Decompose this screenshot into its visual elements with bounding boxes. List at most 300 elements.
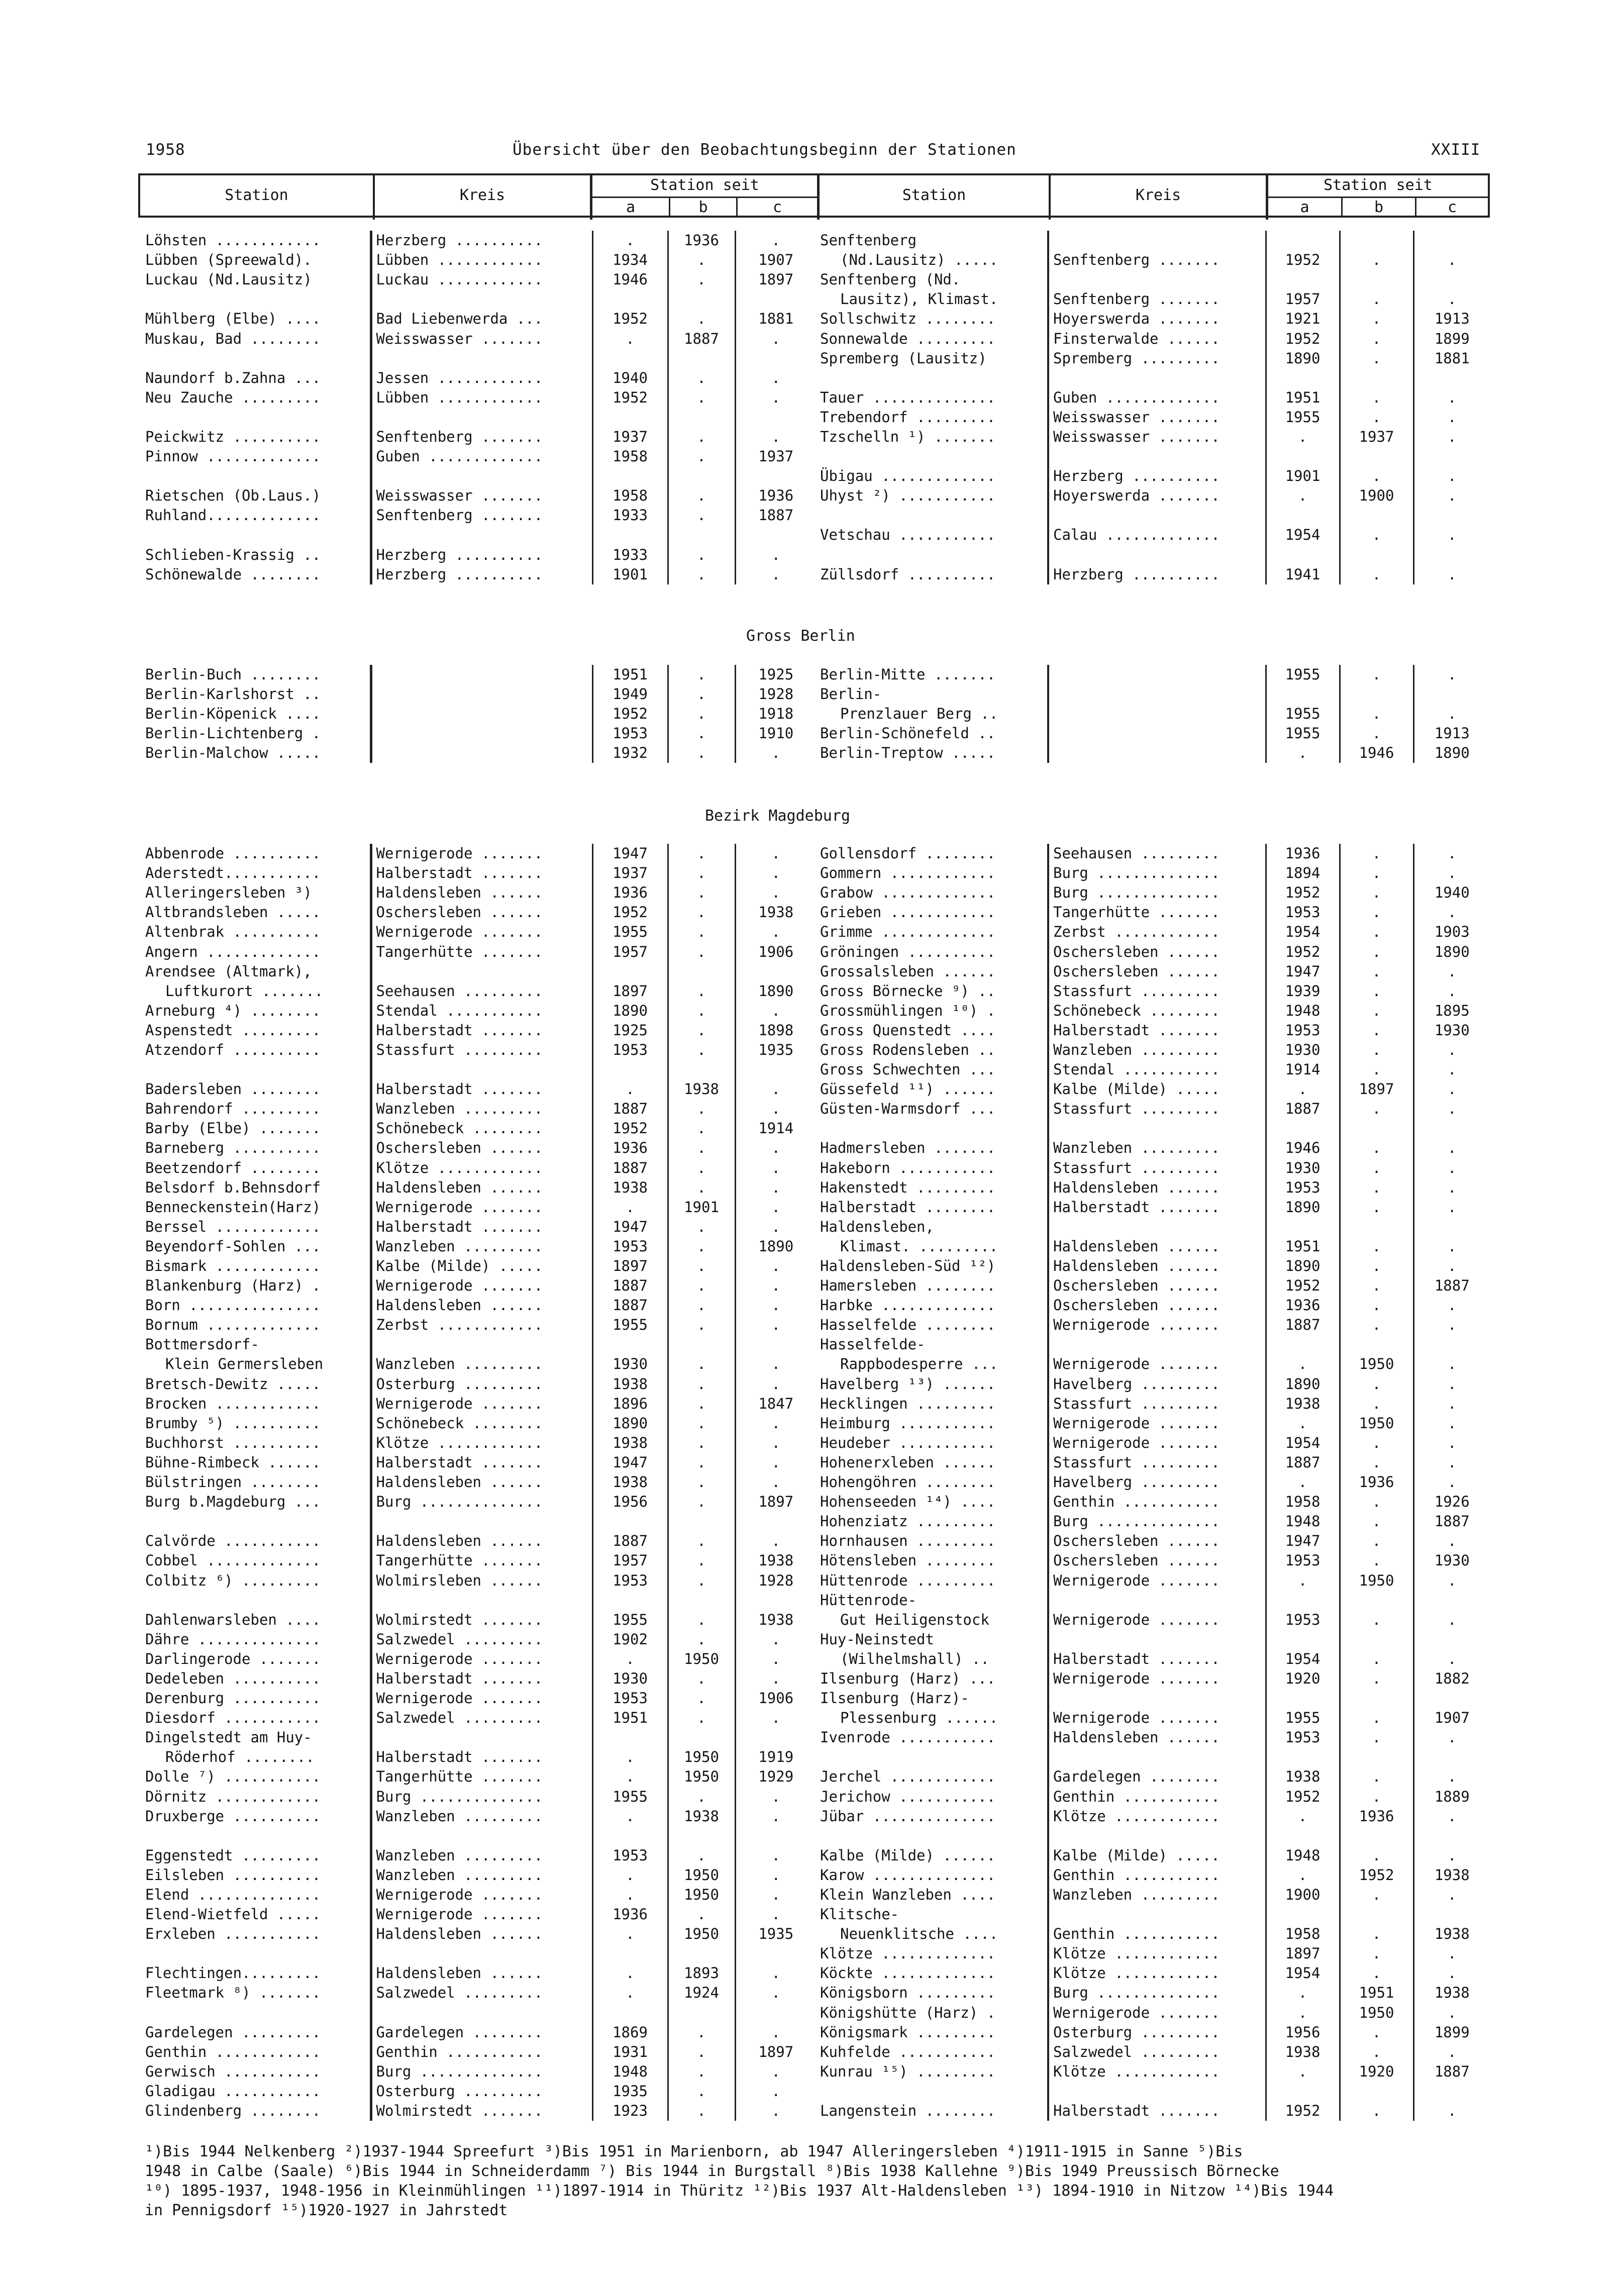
left-seit-b-cell: . [668,724,735,743]
right-seit-c-cell: 1926 [1413,1492,1490,1512]
left-seit-b-cell: . [668,2042,735,2062]
right-seit-c-cell: 1887 [1413,1512,1490,1531]
right-seit-a-cell [1266,447,1340,466]
right-kreis-cell: Halberstadt ....... [1048,2101,1266,2121]
left-seit-b-cell: . [668,1296,735,1315]
table-row [141,1315,1490,1335]
left-seit-c-cell [735,962,816,981]
left-seit-c-cell: 1881 [735,309,816,329]
left-seit-c-cell: 1890 [735,981,816,1001]
left-kreis-cell: Haldensleben ...... [371,1178,592,1198]
right-kreis-cell: Wanzleben ......... [1048,1138,1266,1158]
right-seit-a-cell: 1887 [1266,1453,1340,1472]
table-row [141,1531,1490,1551]
left-station-cell: Abbenrode .......... [145,845,321,862]
right-seit-a-cell [1266,506,1340,525]
right-kreis-cell: Oschersleben ...... [1048,962,1266,981]
left-kreis-cell [371,1826,592,1846]
right-seit-c-cell: 1887 [1413,2062,1490,2082]
column-header [138,173,1490,218]
left-kreis-cell: Herzberg .......... [371,231,592,250]
left-station-cell: Druxberge .......... [145,1807,321,1825]
right-seit-a-cell: 1953 [1266,1551,1340,1570]
right-seit-a-cell: 1947 [1266,962,1340,981]
left-seit-a-cell: 1953 [592,1237,668,1256]
right-kreis-cell: Guben ............. [1048,388,1266,408]
left-kreis-cell: Halberstadt ....... [371,1079,592,1099]
right-seit-b-cell: . [1340,1374,1413,1394]
left-seit-a-cell: 1923 [592,2101,668,2121]
right-station-cell: Gut Heiligenstock [840,1611,989,1628]
right-kreis-cell: Osterburg ......... [1048,2023,1266,2042]
left-kreis-cell: Lübben ............ [371,388,592,408]
table-row [141,2082,1490,2101]
left-kreis-cell: Wernigerode ....... [371,1885,592,1905]
right-station-cell: Heimburg ........... [820,1414,996,1432]
right-seit-c-cell: 1903 [1413,922,1490,942]
right-seit-c-cell [1413,1905,1490,1924]
right-seit-b-cell: . [1340,1198,1413,1217]
right-kreis-cell: Oschersleben ...... [1048,1551,1266,1570]
left-seit-a-cell [592,408,668,427]
right-seit-c-cell: . [1413,1394,1490,1414]
right-station-cell: Ilsenburg (Harz) ... [820,1669,996,1687]
right-seit-a-cell: 1938 [1266,1394,1340,1414]
right-seit-b-cell [1340,1335,1413,1354]
right-seit-b-cell: . [1340,1708,1413,1728]
right-kreis-cell [1048,1630,1266,1649]
right-seit-b-cell: 1900 [1340,486,1413,506]
left-kreis-cell: Wernigerode ....... [371,1276,592,1296]
table-row [141,525,1490,545]
left-seit-c-cell: . [735,1354,816,1374]
right-seit-a-cell [1266,684,1340,704]
right-seit-a-cell: . [1266,1865,1340,1885]
right-seit-c-cell: . [1413,1472,1490,1492]
right-seit-b-cell: . [1340,1885,1413,1905]
left-seit-c-cell: 1897 [735,1492,816,1512]
left-seit-b-cell: . [668,922,735,942]
left-seit-a-cell [592,1060,668,1079]
left-kreis-cell: Haldensleben ...... [371,1472,592,1492]
right-seit-b-cell: . [1340,2023,1413,2042]
left-kreis-cell: Wolmirsleben ...... [371,1570,592,1590]
left-seit-a-cell: 1953 [592,1570,668,1590]
right-seit-b-cell: . [1340,2042,1413,2062]
right-seit-b-cell: . [1340,704,1413,724]
left-kreis-cell: Senftenberg ....... [371,506,592,525]
right-seit-a-cell: 1938 [1266,1767,1340,1787]
table-row [141,1433,1490,1453]
right-seit-a-cell: . [1266,743,1340,763]
left-seit-a-cell: 1952 [592,704,668,724]
table-row [141,1747,1490,1767]
left-seit-c-cell: 1938 [735,1551,816,1570]
table-row [141,2062,1490,2082]
right-station-cell: Gross Rodensleben .. [820,1041,996,1058]
left-seit-b-cell: . [668,1570,735,1590]
right-seit-c-cell [1413,231,1490,250]
left-station-cell [141,2003,371,2023]
right-station-cell: Uhyst ²) ........... [820,487,996,505]
left-station-cell: Barneberg .......... [145,1139,321,1157]
right-seit-b-cell: . [1340,349,1413,368]
left-seit-c-cell: 1897 [735,270,816,289]
right-kreis-cell: Stendal ........... [1048,1060,1266,1079]
right-seit-b-cell: 1920 [1340,2062,1413,2082]
left-seit-b-cell [668,525,735,545]
left-seit-b-cell [668,1591,735,1610]
right-seit-a-cell: 1901 [1266,466,1340,486]
left-station-cell: Löhsten ............ [145,232,321,249]
left-seit-b-cell: . [668,1217,735,1237]
left-seit-b-cell [668,1944,735,1963]
right-station-cell: Hecklingen ......... [820,1395,996,1412]
right-kreis-cell: Calau ............. [1048,525,1266,545]
left-seit-a-cell: 1938 [592,1433,668,1453]
right-seit-a-cell [1266,270,1340,289]
table-row [141,2023,1490,2042]
right-seit-c-cell: . [1413,1315,1490,1335]
left-seit-b-cell: . [668,981,735,1001]
left-seit-a-cell: 1936 [592,1905,668,1924]
left-kreis-cell [371,962,592,981]
right-seit-b-cell: 1950 [1340,1570,1413,1590]
right-kreis-cell: Weisswasser ....... [1048,408,1266,427]
left-seit-a-cell: 1930 [592,1669,668,1689]
left-seit-c-cell: . [735,2082,816,2101]
left-seit-c-cell [735,349,816,368]
right-seit-a-cell: 1890 [1266,1198,1340,1217]
right-kreis-cell [1048,1335,1266,1354]
right-seit-a-cell: 1954 [1266,1963,1340,1983]
right-kreis-cell [1048,545,1266,565]
right-seit-a-cell: 1887 [1266,1099,1340,1119]
left-station-cell: Darlingerode ....... [145,1650,321,1667]
right-seit-c-cell: . [1413,1198,1490,1217]
right-seit-a-cell: . [1266,1472,1340,1492]
left-seit-b-cell: . [668,427,735,447]
right-seit-a-cell: 1958 [1266,1924,1340,1944]
table-row [141,1963,1490,1983]
right-seit-a-cell: 1953 [1266,1021,1340,1040]
left-station-cell: Arneburg ⁴) ........ [145,1002,321,1019]
table-row [141,1217,1490,1237]
right-kreis-cell: Oschersleben ...... [1048,1276,1266,1296]
right-station-cell: Klitsche- [820,1906,899,1923]
left-kreis-cell: Herzberg .......... [371,545,592,565]
right-seit-b-cell [1340,1689,1413,1708]
left-station-cell: Berlin-Malchow ..... [145,744,321,762]
left-seit-c-cell [735,2003,816,2023]
left-kreis-cell: Wernigerode ....... [371,1689,592,1708]
left-station-cell: Berlin-Karlshorst .. [145,685,321,703]
left-station-cell [141,349,371,368]
right-seit-a-cell: 1921 [1266,309,1340,329]
right-seit-b-cell: . [1340,388,1413,408]
right-seit-c-cell: . [1413,1433,1490,1453]
right-station-cell: Hüttenrode- [820,1591,917,1609]
right-station-cell: Jerchel ............ [820,1768,996,1786]
left-seit-a-cell: . [592,1983,668,2003]
right-seit-c-cell: . [1413,903,1490,922]
right-kreis-cell: Burg .............. [1048,863,1266,883]
left-station-cell: Diesdorf ........... [145,1709,321,1727]
left-station-cell: Born ............... [145,1297,321,1314]
right-station-cell: Hakeborn ........... [820,1159,996,1176]
right-kreis-cell [1048,1591,1266,1610]
left-seit-b-cell: . [668,1021,735,1040]
right-station-cell: Rappbodesperre ... [840,1355,998,1373]
right-kreis-cell: Gardelegen ........ [1048,1767,1266,1787]
table-row [141,1079,1490,1099]
right-kreis-cell: Wernigerode ....... [1048,2003,1266,2023]
right-seit-b-cell [1340,1119,1413,1138]
left-station-cell: Pinnow ............. [145,448,321,465]
right-kreis-cell: Weisswasser ....... [1048,427,1266,447]
left-kreis-cell: Wernigerode ....... [371,1905,592,1924]
table-row [141,388,1490,408]
left-seit-b-cell: . [668,565,735,584]
left-station-cell: Rietschen (Ob.Laus.) [145,487,321,505]
right-station-cell: Gommern ............ [820,864,996,882]
left-station-cell: Schlieben-Krassig .. [145,546,321,563]
right-kreis-cell: Stassfurt ......... [1048,1099,1266,1119]
left-seit-c-cell [735,289,816,309]
left-kreis-cell: Halberstadt ....... [371,1217,592,1237]
left-station-cell: Gardelegen ......... [145,2023,321,2041]
footnote-line: ¹)Bis 1944 Nelkenberg ²)1937-1944 Spreefurt ³)Bis 1951 in Marienborn, ab 1947 Alleringersleben ⁴)1911-1915 in Sanne ⁵)Bis [145,2143,1243,2160]
left-seit-c-cell: 1928 [735,1570,816,1590]
left-seit-a-cell: . [592,1649,668,1669]
left-seit-b-cell [668,2003,735,2023]
right-station-cell: Hötensleben ........ [820,1552,996,1569]
left-kreis-cell: Halberstadt ....... [371,1021,592,1040]
table-row [141,1591,1490,1610]
right-kreis-cell [1048,704,1266,724]
table-row [141,231,1490,250]
table-row [141,1472,1490,1492]
right-kreis-cell: Salzwedel ......... [1048,2042,1266,2062]
left-station-cell: Dörnitz ............ [145,1788,321,1805]
right-seit-a-cell: . [1266,1354,1340,1374]
right-seit-a-cell [1266,545,1340,565]
right-seit-c-cell: . [1413,1453,1490,1472]
right-seit-c-cell: . [1413,1885,1490,1905]
right-seit-c-cell: 1938 [1413,1983,1490,2003]
footnote-line: ¹⁰) 1895-1937, 1948-1956 in Kleinmühlingen ¹¹)1897-1914 in Thüritz ¹²)Bis 1937 Alt-Haldensleben ¹³) 1894-1910 in Nitzow ¹⁴)Bis 1944 [145,2182,1334,2200]
table-row [141,704,1490,724]
left-kreis-cell [371,1728,592,1747]
left-seit-a-cell: 1887 [592,1531,668,1551]
left-station-cell: Brocken ............ [145,1395,321,1412]
right-seit-c-cell [1413,2082,1490,2101]
left-seit-b-cell: . [668,1610,735,1630]
left-seit-a-cell: 1956 [592,1492,668,1512]
right-seit-b-cell: . [1340,466,1413,486]
right-seit-c-cell [1413,1747,1490,1767]
right-kreis-cell [1048,2082,1266,2101]
left-kreis-cell: Guben ............. [371,447,592,466]
right-seit-a-cell: . [1266,1983,1340,2003]
left-seit-c-cell: . [735,2062,816,2082]
right-kreis-cell [1048,684,1266,704]
right-kreis-cell: Stassfurt ......... [1048,1453,1266,1472]
left-station-cell: Röderhof ........ [165,1748,315,1766]
left-station-cell: Muskau, Bad ........ [145,330,321,347]
left-seit-a-cell: 1931 [592,2042,668,2062]
right-seit-b-cell: . [1340,565,1413,584]
right-station-cell: Züllsdorf .......... [820,565,996,583]
left-kreis-cell: Seehausen ......... [371,981,592,1001]
right-seit-c-cell: . [1413,1570,1490,1590]
right-seit-c-cell: . [1413,962,1490,981]
left-seit-b-cell: 1901 [668,1198,735,1217]
left-seit-c-cell: . [735,1787,816,1807]
right-seit-b-cell [1340,1591,1413,1610]
right-seit-b-cell: . [1340,250,1413,270]
left-seit-c-cell: . [735,1276,816,1296]
left-kreis-cell [371,1591,592,1610]
left-station-cell: Elend .............. [145,1886,321,1904]
left-seit-c-cell: . [735,1865,816,1885]
right-station-cell: Harbke ............. [820,1297,996,1314]
right-seit-a-cell: 1952 [1266,250,1340,270]
left-seit-a-cell: 1934 [592,250,668,270]
left-seit-b-cell: . [668,1669,735,1689]
left-seit-c-cell: . [735,1001,816,1021]
left-station-cell: Colbitz ⁶) ......... [145,1571,321,1589]
left-seit-b-cell: . [668,309,735,329]
left-seit-a-cell: 1935 [592,2082,668,2101]
right-seit-a-cell [1266,1335,1340,1354]
right-station-cell: Hakenstedt ......... [820,1178,996,1196]
left-seit-a-cell: 1947 [592,1217,668,1237]
right-kreis-cell: Klötze ............ [1048,2062,1266,2082]
right-seit-b-cell: . [1340,408,1413,427]
left-seit-c-cell: 1918 [735,704,816,724]
right-seit-b-cell [1340,447,1413,466]
left-seit-c-cell: . [735,844,816,863]
left-seit-b-cell: . [668,2023,735,2042]
table-row [141,486,1490,506]
left-seit-c-cell [735,466,816,486]
left-kreis-cell: Wolmirstedt ....... [371,2101,592,2121]
left-seit-c-cell: 1906 [735,1689,816,1708]
right-seit-b-cell [1340,270,1413,289]
right-seit-b-cell: . [1340,309,1413,329]
left-station-cell: Gladigau ........... [145,2082,321,2100]
left-seit-c-cell: 1919 [735,1747,816,1767]
right-kreis-cell: Havelberg ......... [1048,1374,1266,1394]
right-kreis-cell: Schönebeck ........ [1048,1001,1266,1021]
left-seit-b-cell: . [668,1099,735,1119]
right-seit-b-cell: . [1340,1924,1413,1944]
left-kreis-cell: Stendal ........... [371,1001,592,1021]
right-seit-a-cell: 1952 [1266,2101,1340,2121]
right-seit-a-cell: 1938 [1266,2042,1340,2062]
right-kreis-cell: Halberstadt ....... [1048,1198,1266,1217]
right-seit-a-cell [1266,2082,1340,2101]
footnote-line: 1948 in Calbe (Saale) ⁶)Bis 1944 in Schneiderdamm ⁷) Bis 1944 in Burgstall ⁸)Bis 1938 Kallehne ⁹)Bis 1949 Preussisch Börnecke [145,2162,1279,2180]
left-seit-a-cell: 1952 [592,309,668,329]
table-row [141,1512,1490,1531]
left-kreis-cell: Tangerhütte ....... [371,942,592,961]
right-seit-c-cell: . [1413,486,1490,506]
left-station-cell: Mühlberg (Elbe) .... [145,310,321,328]
left-seit-a-cell: 1957 [592,942,668,961]
left-seit-a-cell: 1887 [592,1099,668,1119]
right-kreis-cell: Herzberg .......... [1048,466,1266,486]
header-col-b-right: b [1374,199,1384,216]
left-seit-c-cell: . [735,1905,816,1924]
right-seit-a-cell: 1900 [1266,1885,1340,1905]
left-station-cell: Glindenberg ........ [145,2102,321,2120]
right-seit-b-cell: . [1340,1531,1413,1551]
left-seit-c-cell: 1929 [735,1767,816,1787]
left-seit-b-cell: . [668,942,735,961]
right-station-cell: Lausitz), Klimast. [840,290,998,308]
table-row [141,1099,1490,1119]
left-seit-a-cell [592,1728,668,1747]
table-row [141,250,1490,270]
left-seit-b-cell: . [668,1630,735,1649]
right-station-cell: Sonnewalde ......... [820,330,996,347]
table-row [141,289,1490,309]
right-station-cell: Klein Wanzleben .... [820,1886,996,1904]
right-seit-c-cell: . [1413,1963,1490,1983]
header-col-a-right: a [1300,199,1309,216]
right-seit-c-cell: . [1413,388,1490,408]
left-kreis-cell: Senftenberg ....... [371,427,592,447]
right-seit-c-cell: . [1413,665,1490,684]
right-seit-c-cell [1413,1826,1490,1846]
left-station-cell: Dahlenwarsleben .... [145,1611,321,1628]
left-seit-a-cell: . [592,1807,668,1826]
table-row [141,1394,1490,1414]
right-kreis-cell: Kalbe (Milde) ..... [1048,1079,1266,1099]
right-seit-a-cell: 1953 [1266,903,1340,922]
left-seit-b-cell: . [668,883,735,903]
right-seit-c-cell: 1889 [1413,1787,1490,1807]
left-seit-c-cell: . [735,1138,816,1158]
table-section-3 [141,844,1490,2121]
right-station-cell: Grimme ............. [820,923,996,941]
left-kreis-cell: Klötze ............ [371,1158,592,1178]
right-station-cell: Prenzlauer Berg .. [840,705,998,723]
right-seit-c-cell: . [1413,1158,1490,1178]
left-seit-b-cell [668,1826,735,1846]
left-seit-b-cell: . [668,684,735,704]
left-seit-b-cell: 1938 [668,1079,735,1099]
right-seit-b-cell [1340,231,1413,250]
left-seit-b-cell: . [668,863,735,883]
right-station-cell: Kunrau ¹⁵) ......... [820,2062,996,2080]
left-seit-a-cell: . [592,329,668,348]
left-kreis-cell: Schönebeck ........ [371,1119,592,1138]
right-seit-c-cell: . [1413,250,1490,270]
left-station-cell: Schönewalde ........ [145,565,321,583]
right-seit-b-cell: . [1340,1099,1413,1119]
left-seit-a-cell: . [592,1747,668,1767]
left-seit-a-cell: 1947 [592,844,668,863]
left-kreis-cell: Schönebeck ........ [371,1414,592,1433]
right-station-cell: Kalbe (Milde) ...... [820,1846,996,1864]
right-kreis-cell [1048,270,1266,289]
right-kreis-cell: Haldensleben ...... [1048,1728,1266,1747]
left-station-cell: Derenburg .......... [145,1690,321,1707]
left-seit-a-cell: 1937 [592,863,668,883]
